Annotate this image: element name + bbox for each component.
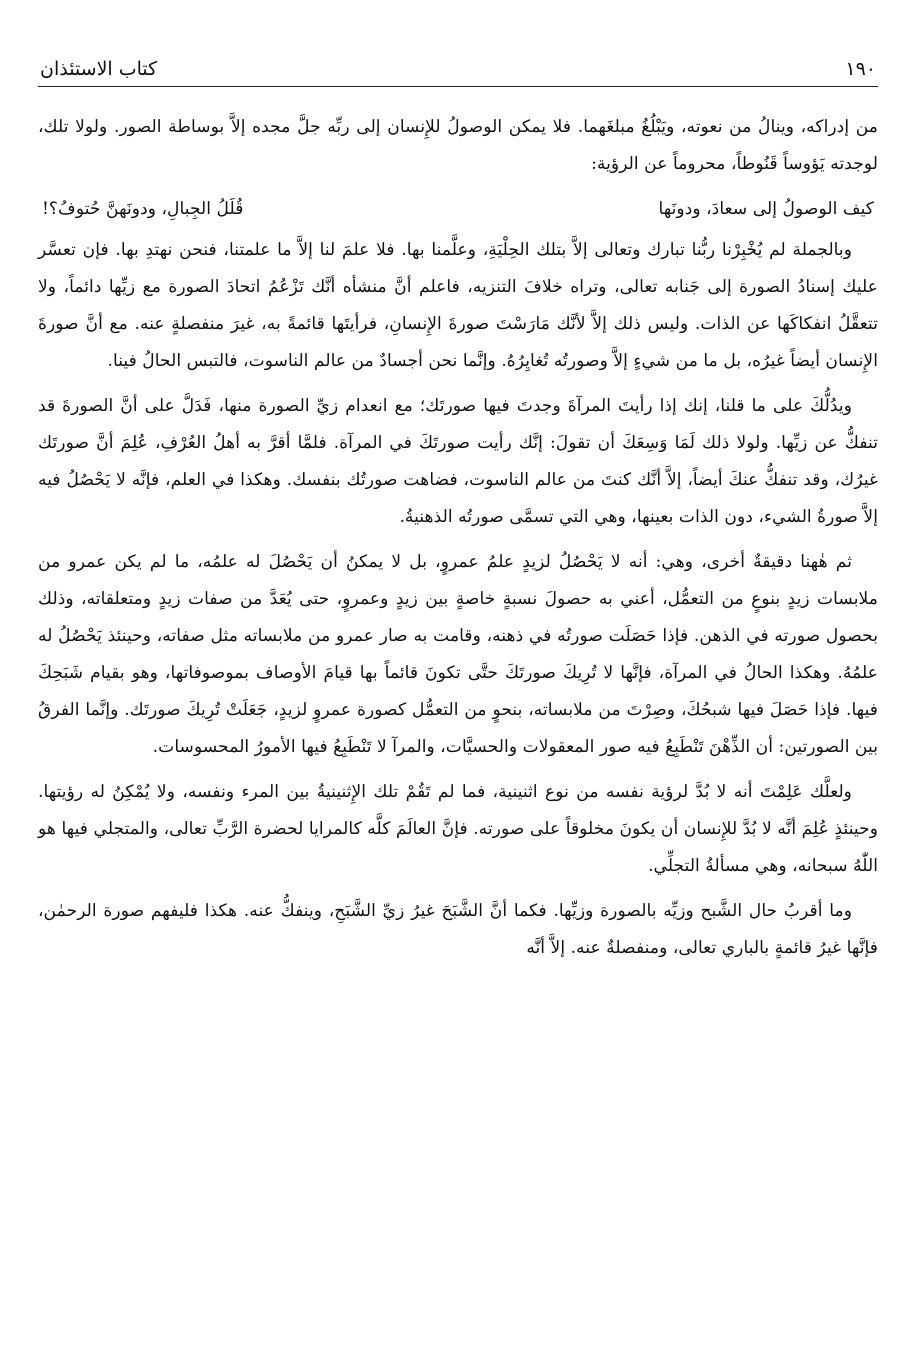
book-page [38, 52, 878, 1342]
verse-first-hemistich: كيف الوصولُ إلى سعادَ، ودونَها [658, 199, 874, 219]
paragraph: ويدُلُّكَ على ما قلنا، إنك إذا رأيتَ المرآةَ وجدتَ فيها صورتَك؛ مع انعدام زيِّ الصورة منها، فَدَلَّ على أنَّ الصورةَ قد تنفكُّ عن زيِّها. ولولا ذلك لَمَا وَسِعَكَ أن تقولَ: إنَّك رأيت صورتَكَ في المرآة. فلمَّا أقرَّ به أهلُ العُرْفِ، عُلِمَ أنَّ صورتَك غيرُك، وقد تنفكُّ عنكَ أيضاً، إلاَّ أنَّك كنتَ من عالم الناسوت، فضاهت صورتُك بنفسك. وهكذا في العلم، فإنَّه لا يَحْصُلُ فيه إلاَّ صورةُ الشيء، دون الذات بعينها، وهي التي تسمَّى صورتُه الذهنيةُ. [38, 396, 878, 527]
paragraph: وبالجملة لم يُخْبِرْنا ربُّنا تبارك وتعالى إلاَّ بتلك الحِلْيَةِ، وعلَّمنا بها. فلا علمَ لنا إلاَّ ما علمتنا، فنحن نهتدِ بها. فإن تعسَّر عليك إسنادُ الصورة إلى جَنابه تعالى، وتراه خلافَ التنزيه، فاعلم أنَّ منشأه أنَّك تَزْعُمُ اتحادَ الصورة مع زيِّها دائماً، ولا تتعقَّلُ انفكاكَها عن الذات. وليس ذلك إلاَّ لأنَّك مَارَسْتَ صورةَ الإِنسانِ، فرأيتَها قائمةً به، غيرَ منفصلةٍ عنه. مع أنَّ صورةَ الإِنسان أيضاً غيرُه، بل ما من شيءٍ إلاَّ وصورتُه تُغايِرُهُ. وإنَّما نحن أجسادٌ من عالم الناسوت، فالتبس الحالُ فينا. [38, 240, 878, 371]
paragraph: وما أقربُ حال الشَّبح وزيِّه بالصورة وزيِّها. فكما أنَّ الشَّبَحَ غيرُ زيِّ الشَّبَحِ، وينفكُّ عنه. هكذا فليفهم صورة الرحمٰن، فإنَّها غيرُ قائمةٍ بالباري تعالى، ومنفصلةٌ عنه. إلاَّ أنَّه [38, 901, 878, 958]
paragraph: ولعلَّك عَلِمْتَ أنه لا بُدَّ لرؤية نفسه من نوع اثنينية، فما لم تَقُمْ تلك الإِثنينيةُ بين المرء ونفسه، ولا يُمْكِنُ له رؤيتها. وحينئذٍ عُلِمَ أنَّه لا بُدَّ للإِنسان أن يكونَ مخلوقاً على صورته. فإنَّ العالَمَ كلَّه كالمرايا لحضرة الرَّبِّ تعالى، والمتجلي فيها هو اللّٰهُ سبحانه، وهي مسألةُ التجلِّي. [38, 782, 878, 876]
page-number: ١٩٠ [845, 58, 876, 80]
paragraph: من إدراكه، وينالُ من نعوته، ويَبْلُغُ مبلغَهما. فلا يمكن الوصولُ للإِنسان إلى ربِّه جلَّ مجده إلاَّ بوساطة الصور. ولولا تلك، لوجدته يَؤوساً قَنُوطاً، محروماً عن الرؤية: [38, 117, 878, 174]
body-text [38, 109, 878, 967]
paragraph: ثم هٰهنا دقيقةٌ أخرى، وهي: أنه لا يَحْصُلُ لزيدٍ علمُ عمروٍ، بل لا يمكنُ أن يَحْصُلَ له علمُه، ما لم يكن عمرو من ملابسات زيدٍ بنوعٍ من التعمُّل، أعني به حصولَ نسبةٍ خاصةٍ بين زيدٍ وعمروٍ، حتى يُعَدَّ من صفات زيدٍ ومتعلقاته، وذلك بحصول صورته في الذهن. فإذا حَصَلَت صورتُه في ذهنه، وقامت به صار عمرو من ملابساته مثل صفاته، وحينئذ يَحْصُلُ له علمُهُ. وهكذا الحالُ في المرآة، فإنَّها لا تُرِيكَ صورتَكَ حتَّى تكونَ قائماً بها قيامَ الأوصاف بموصوفاتها، وهو بقيام شَبَحِكَ فيها. فإذا حَصَلَ فيها شبحُكَ، وصِرْتَ من ملابساته، بنحوٍ من التعمُّل كصورة عمروٍ لزيدٍ، جَعَلَتْ تُرِيكَ صورتَك. وإنَّما الفرقُ بين الصورتين: أن الذِّهْنَ تَنْطَبِعُ فيه صور المعقولات والحسيَّات، والمرآ لا تَنْطَبِعُ فيها الأمورُ المحسوسات. [38, 552, 878, 757]
book-title: كتاب الاستئذان [40, 58, 158, 80]
poetry-verse [38, 191, 878, 228]
running-header [38, 52, 878, 87]
verse-second-hemistich: قُلَلُ الجِبالِ، ودونَهنَّ حُتوفُ؟! [42, 199, 244, 219]
